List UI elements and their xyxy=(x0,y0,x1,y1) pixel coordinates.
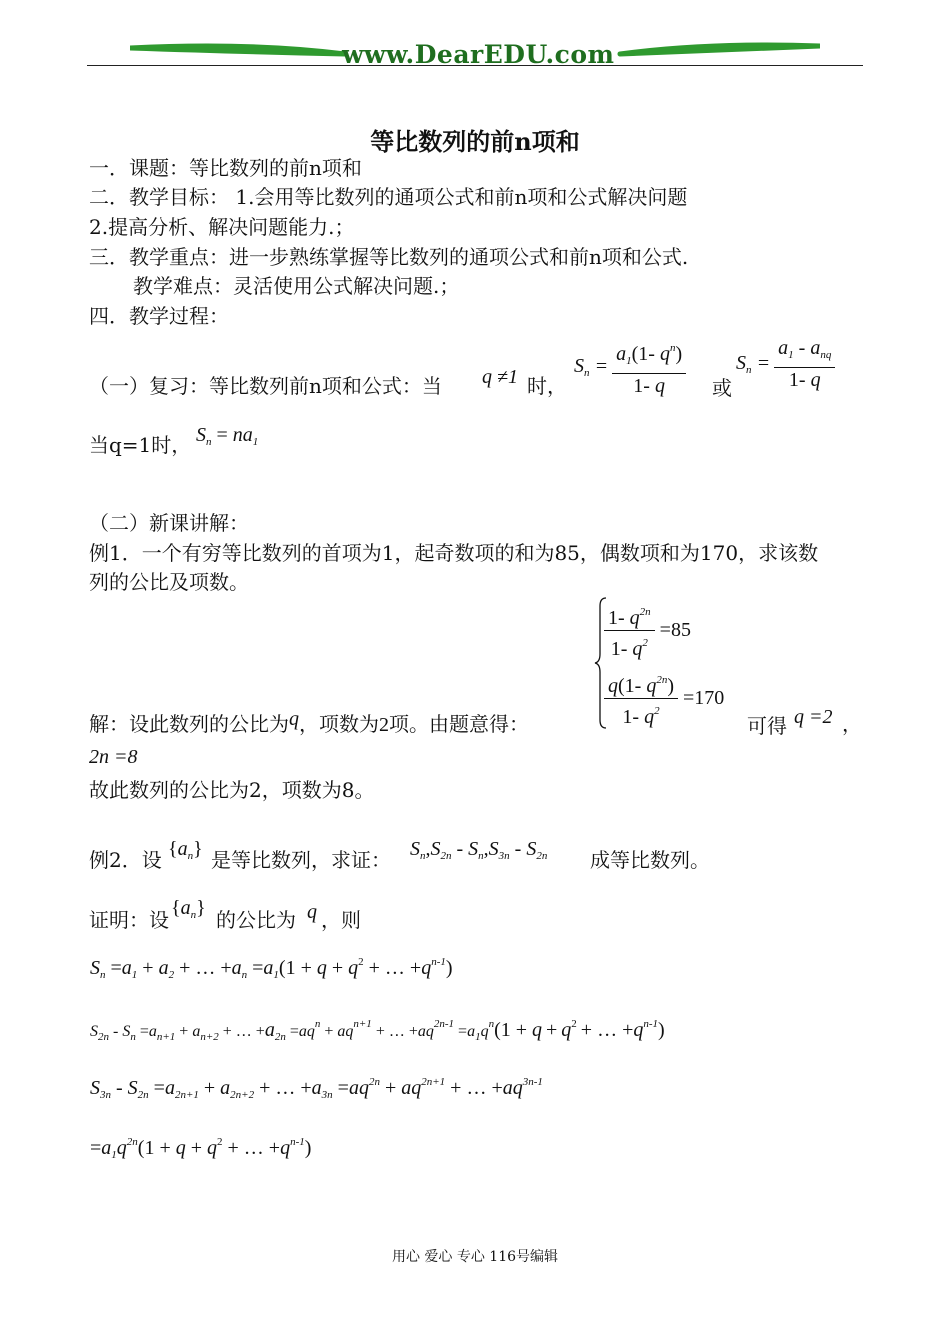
example1-line2: 列的公比及项数。 xyxy=(89,570,249,594)
text-line: 2.提高分析、解决问题能力.； xyxy=(89,215,355,239)
review-shi: 时， xyxy=(527,374,567,398)
example2-mid: 是等比数列，求证： xyxy=(211,848,391,872)
example2-prefix: 例2．设 xyxy=(89,848,162,872)
text-line: 教学难点：灵活使用公式解决问题.； xyxy=(133,274,460,298)
result-n: 2n =8 xyxy=(89,746,138,768)
q1-text: 当q=1时， xyxy=(89,433,192,457)
proof-seq-an: $\{a_n\}$ xyxy=(171,897,206,921)
logo-text: www.DearEDU.com xyxy=(342,40,615,69)
text-line: 二．教学目标： 1.会用等比数列的通项公式和前n项和公式解决问题 xyxy=(89,185,688,209)
footer-text: 用心 爱心 专心 116号编辑 xyxy=(391,1249,559,1265)
section-heading: （二）新课讲解： xyxy=(89,511,249,535)
header-rule xyxy=(87,65,863,66)
proof-eq-2: $S_{2n} - S_n =a_{n+1} + a_{n+2}$ + … $+a_{2n} =aq^n + aq^{n+1}$ + … $+aq^{2n-1} =a_1q^n(1 + q + q^2$ + … $+q^{n-1}$) xyxy=(90,1018,665,1043)
review-intro: （一）复习：等比数列前n项和公式：当 xyxy=(89,374,442,398)
proof-mid: 的公比为 xyxy=(216,908,296,932)
example2-formula: $S_n,S_{2n} - S_n,S_{3n} - S_{2n}$ xyxy=(410,838,548,862)
system-value-2: =170 xyxy=(683,687,725,709)
sum-formula-1: $S_n$ = $\frac{a_1(1- q^n)}{1- q}$ xyxy=(574,336,686,398)
solution-text: 解：设此数列的公比为q，项数为2项。由题意得： xyxy=(89,708,529,736)
keyi-text: 可得 xyxy=(747,714,787,738)
proof-eq-4: $=a_1q^{2n}(1 + q + q^2$ + … $+q^{n-1}$) xyxy=(90,1136,312,1161)
example2-suffix: 成等比数列。 xyxy=(590,848,710,872)
text-line: 三．教学重点：进一步熟练掌握等比数列的通项公式和前n项和公式. xyxy=(89,245,689,269)
proof-eq-3: $S_{3n} - S_{2n} =a_{2n+1} + a_{2n+2}$ + … $+a_{3n} =aq^{2n} + aq^{2n+1}$ + … $+aq^{3n-1}$ xyxy=(90,1076,543,1101)
proof-q: q xyxy=(307,901,317,923)
seq-an: $\{a_n\}$ xyxy=(168,838,203,862)
proof-prefix: 证明：设 xyxy=(89,908,169,932)
result-q: q =2 xyxy=(794,706,833,728)
proof-eq-1: $S_n =a_1 + a_2$ + … $+a_n =a_1(1 + q + q^2$ + … $+q^{n-1}$) xyxy=(90,956,453,981)
page-title: 等比数列的前n项和 xyxy=(370,127,580,156)
result-comma: ， xyxy=(842,712,862,736)
conclusion-text: 故此数列的公比为2，项数为8。 xyxy=(89,778,375,802)
equation-system: $\frac{1- q^{2n}}{1- q^2}$ =85 $\frac{q(1- q^{2n})}{1- q^2}$ =170 xyxy=(594,596,754,730)
text-line: 一．课题：等比数列的前n项和 xyxy=(89,156,362,180)
or-text: 或 xyxy=(712,376,732,400)
sum-formula-2: $S_n$ = $\frac{a_1 - a_{nq}}{1- q}$ xyxy=(736,336,835,392)
proof-suffix: ，则 xyxy=(321,908,361,932)
example1-line1: 例1．一个有穷等比数列的首项为1，起奇数项的和为85，偶数项和为170，求该数 xyxy=(89,541,819,565)
system-value-1: =85 xyxy=(659,619,691,641)
condition-q: q ≠1 xyxy=(482,366,518,388)
sum-formula-q1: $S_n = na_1$ xyxy=(196,424,259,448)
text-line: 四．教学过程： xyxy=(89,304,229,328)
